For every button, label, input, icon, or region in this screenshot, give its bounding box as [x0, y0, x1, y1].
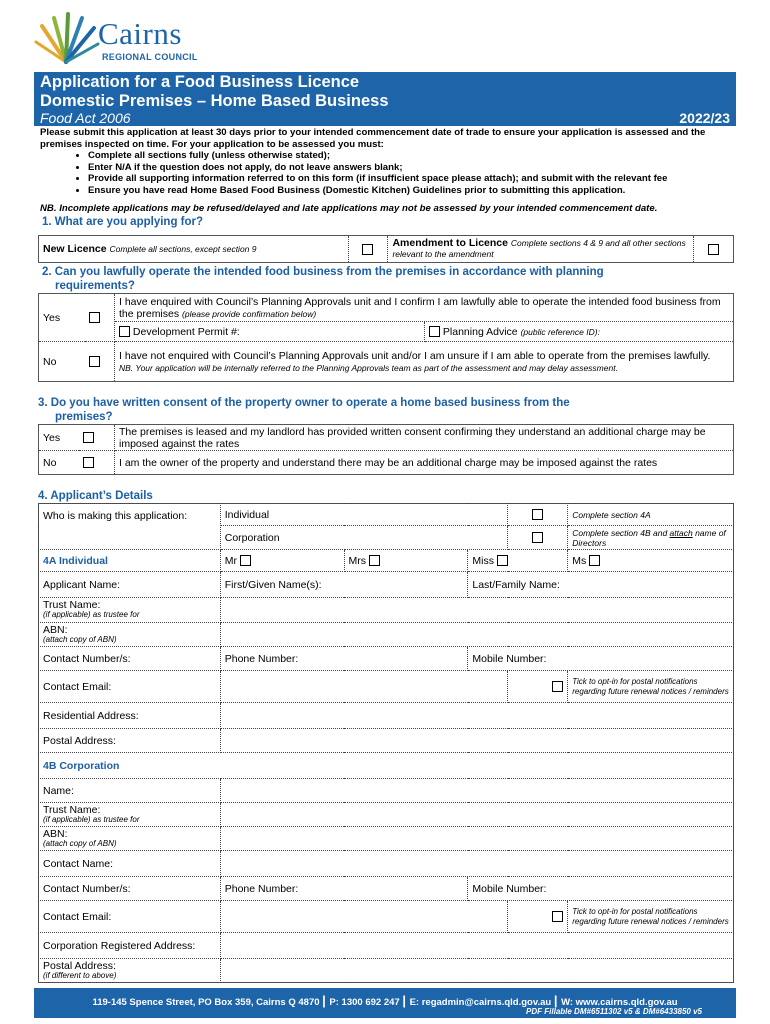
- individual-label: Individual: [224, 508, 270, 521]
- instruction-list: [40, 150, 730, 196]
- corp-trust-note: (if applicable) as trustee for: [43, 814, 140, 824]
- amendment-label: Amendment to Licence: [392, 237, 508, 249]
- section-4-title: 4. Applicant’s Details: [38, 490, 153, 502]
- phone-label: Phone Number:: [224, 652, 299, 665]
- new-licence-checkbox[interactable]: [362, 244, 373, 255]
- corp-phone-field[interactable]: [220, 877, 468, 901]
- section-2-title: 2. Can you lawfully operate the intended food business from the premises in accordance with planning: [42, 266, 604, 278]
- consent-yes-text: The premises is leased and my landlord has provided written consent confirming they understand an additional charge may be imposed against the rates: [119, 425, 706, 450]
- corp-optin-note: Tick to opt-in for postal notifications regarding future renewal notices / reminders: [572, 907, 729, 926]
- phone-field[interactable]: [220, 647, 468, 671]
- title-banner: [34, 72, 736, 126]
- licence-year: 2022/23: [679, 110, 730, 126]
- footer-address: 119-145 Spence Street, PO Box 359, Cairns Q 4870: [92, 997, 320, 1008]
- corp-abn-label: ABN:: [43, 827, 68, 840]
- title-mr-label: Mr: [224, 554, 237, 567]
- applicant-name-label: Applicant Name:: [43, 578, 121, 591]
- section-4-table: [38, 503, 734, 983]
- optin-note: Tick to opt-in for postal notifications regarding future renewal notices / reminders: [572, 677, 729, 696]
- title-mrs-label: Mrs: [348, 554, 367, 567]
- first-name-label: First/Given Name(s):: [224, 578, 322, 591]
- section-3-table: [38, 424, 734, 475]
- corp-mobile-field[interactable]: [468, 877, 734, 901]
- corp-trust-name-label: Trust Name:: [43, 803, 101, 816]
- instruction-item: • Enter N/A if the question does not apply, do not leave answers blank;: [88, 162, 730, 174]
- title-miss-label: Miss: [472, 554, 494, 567]
- new-licence-label: New Licence: [43, 243, 107, 255]
- instruction-item: • Ensure you have read Home Based Food Business (Domestic Kitchen) Guidelines prior to submitting this application.: [88, 185, 730, 197]
- trust-name-note: (if applicable) as trustee for: [43, 610, 140, 619]
- footer-contact: 119-145 Spence Street, PO Box 359, Cairns Q 4870 | P: 1300 692 247 | E: regadmin@cairns.qld.gov.au | W: www.cairns.qld.gov.au: [92, 993, 678, 1008]
- planning-yes-checkbox[interactable]: [89, 312, 100, 323]
- who-applying-label: Who is making this application:: [43, 510, 188, 522]
- footer-document-ref: PDF Fillable DM#6511302 v5 & DM#6433850 v5: [526, 1007, 702, 1016]
- title-mr-checkbox[interactable]: [240, 555, 251, 566]
- contact-numbers-label: Contact Number/s:: [43, 652, 131, 665]
- title-miss-checkbox[interactable]: [497, 555, 508, 566]
- abn-label: ABN:: [43, 623, 68, 636]
- postal-address-field[interactable]: [220, 729, 733, 753]
- dev-permit-label: Development Permit #:: [132, 325, 240, 338]
- instructions: [40, 127, 730, 197]
- corp-postal-address-field[interactable]: [220, 959, 733, 983]
- intro-paragraph: Please submit this application at least 30 days prior to your intended commencement date of trade to ensure your application is assessed and the premises inspected on time. For your application to be assessed you must:: [40, 127, 706, 150]
- first-name-field[interactable]: [220, 572, 468, 598]
- section-3-title: 3. Do you have written consent of the property owner to operate a home based business from the: [38, 397, 570, 409]
- corp-registered-address-field[interactable]: [220, 933, 733, 959]
- corporation-note-end: name of Directors: [572, 527, 726, 548]
- residential-address-field[interactable]: [220, 703, 733, 729]
- corp-registered-address-label: Corporation Registered Address:: [43, 939, 196, 952]
- dev-permit-checkbox[interactable]: [119, 326, 130, 337]
- logo-name: Cairns: [98, 16, 182, 51]
- footer-bar: [34, 988, 736, 1018]
- corp-postal-note: (if different to above): [43, 970, 117, 980]
- planning-no-text: I have not enquired with Council’s Planning Approvals unit and/or I am unsure if I am able to operate from the premises lawfully.: [119, 349, 711, 362]
- corp-contact-email-label: Contact Email:: [43, 910, 112, 923]
- logo-sub: REGIONAL COUNCIL: [102, 52, 198, 62]
- title-ms-checkbox[interactable]: [589, 555, 600, 566]
- corp-phone-label: Phone Number:: [224, 882, 299, 895]
- corporation-note-attach: attach: [669, 527, 693, 538]
- page-subtitle: Domestic Premises – Home Based Business: [40, 92, 389, 110]
- corp-mobile-label: Mobile Number:: [472, 882, 547, 895]
- section-2-table: [38, 293, 734, 382]
- residential-address-label: Residential Address:: [43, 709, 139, 722]
- corp-abn-note: (attach copy of ABN): [43, 838, 117, 848]
- consent-no-checkbox[interactable]: [83, 457, 94, 468]
- corporation-note: Complete section 4B and: [572, 527, 670, 538]
- planning-yes-label: Yes: [43, 311, 61, 324]
- mobile-label: Mobile Number:: [472, 652, 547, 665]
- footer-website[interactable]: W: www.cairns.qld.gov.au: [561, 997, 678, 1008]
- planning-advice-checkbox[interactable]: [429, 326, 440, 337]
- last-name-label: Last/Family Name:: [472, 578, 560, 591]
- consent-yes-label: Yes: [43, 431, 61, 444]
- new-licence-desc: Complete all sections, except section 9: [109, 244, 257, 254]
- title-mrs-checkbox[interactable]: [369, 555, 380, 566]
- planning-no-label: No: [43, 355, 57, 368]
- optin-checkbox[interactable]: [552, 681, 563, 692]
- corp-abn-field[interactable]: [220, 827, 733, 851]
- last-name-field[interactable]: [468, 572, 734, 598]
- amendment-checkbox[interactable]: [708, 244, 719, 255]
- planning-advice-label: Planning Advice: [442, 325, 518, 338]
- palm-leaf-icon: [32, 12, 102, 64]
- contact-email-label: Contact Email:: [43, 680, 112, 693]
- title-ms-label: Ms: [572, 554, 587, 567]
- corp-trust-name-field[interactable]: [220, 803, 733, 827]
- mobile-field[interactable]: [468, 647, 734, 671]
- section-1-title: 1. What are you applying for?: [42, 216, 204, 228]
- instruction-item: • Complete all sections fully (unless otherwise stated);: [88, 150, 730, 162]
- section-1-table: [38, 235, 734, 263]
- individual-checkbox[interactable]: [532, 509, 543, 520]
- corp-contact-numbers-label: Contact Number/s:: [43, 882, 131, 895]
- corp-optin-checkbox[interactable]: [552, 911, 563, 922]
- planning-ref-note: (public reference ID):: [520, 326, 600, 337]
- council-logo: [32, 10, 212, 66]
- page-title: Application for a Food Business Licence: [40, 73, 360, 91]
- corp-contact-email-field[interactable]: [220, 901, 508, 933]
- act-name: Food Act 2006: [40, 110, 131, 126]
- planning-no-checkbox[interactable]: [89, 356, 100, 367]
- planning-yes-note: (please provide confirmation below): [182, 308, 317, 319]
- instruction-item: • Provide all supporting information referred to on this form (if insufficient space please attach); and submit with the relevant fee: [88, 173, 730, 185]
- corp-postal-address-label: Postal Address:: [43, 959, 116, 972]
- planning-yes-text: I have enquired with Council’s Planning Approvals unit and I confirm I am lawfully able to operate the intended food business from the premises: [119, 295, 721, 320]
- postal-address-label: Postal Address:: [43, 734, 116, 747]
- consent-no-label: No: [43, 456, 57, 469]
- consent-no-text: I am the owner of the property and understand there may be an additional charge may be imposed against the rates: [119, 456, 658, 469]
- planning-no-note: NB. Your application will be internally referred to the Planning Approvals team as part of the assessment and may delay assessment.: [119, 362, 618, 373]
- individual-note: Complete section 4A: [572, 509, 651, 520]
- section-2-title-cont: requirements?: [55, 280, 135, 292]
- contact-name-field[interactable]: [220, 851, 733, 877]
- corp-name-label: Name:: [43, 784, 74, 797]
- section-4a-title: 4A Individual: [43, 554, 108, 567]
- consent-yes-checkbox[interactable]: [83, 432, 94, 443]
- contact-name-label: Contact Name:: [43, 857, 114, 870]
- abn-note: (attach copy of ABN): [43, 634, 117, 644]
- trust-name-label: Trust Name:: [43, 599, 101, 611]
- amendment-desc: Complete sections 4 & 9 and all other sections relevant to the amendment: [392, 238, 686, 259]
- abn-field[interactable]: [220, 623, 733, 647]
- footer-email[interactable]: E: regadmin@cairns.qld.gov.au: [409, 997, 552, 1008]
- corporation-checkbox[interactable]: [532, 532, 543, 543]
- contact-email-field[interactable]: [220, 671, 508, 703]
- trust-name-field[interactable]: [220, 598, 733, 623]
- incomplete-note: NB. Incomplete applications may be refused/delayed and late applications may not be assessed by your intended commencement date.: [40, 203, 658, 214]
- footer-phone: P: 1300 692 247: [329, 997, 400, 1008]
- section-4b-title: 4B Corporation: [43, 759, 120, 772]
- section-3-title-cont: premises?: [55, 411, 113, 423]
- corporation-label: Corporation: [224, 531, 280, 544]
- corp-name-field[interactable]: [220, 779, 733, 803]
